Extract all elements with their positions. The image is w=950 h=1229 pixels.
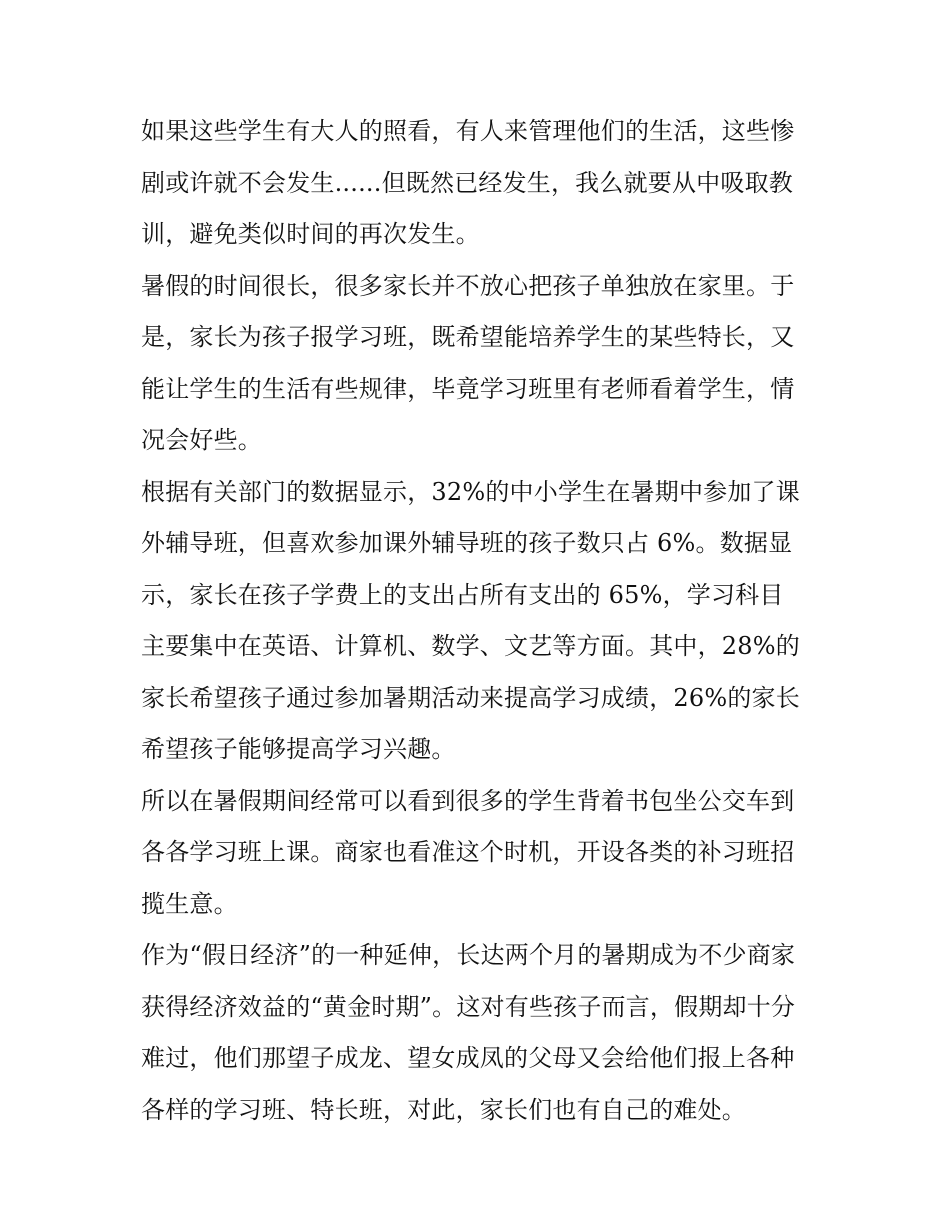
document-body	[141, 106, 821, 1136]
text-line: 所以在暑假期间经常可以看到很多的学生背着书包坐公交车到	[141, 786, 795, 815]
paragraph-2	[141, 261, 821, 467]
text-line: 各各学习班上课。商家也看准这个时机，开设各类的补习班招	[141, 838, 795, 866]
paragraph-4	[141, 776, 821, 931]
text-line: 示，家长在孩子学费上的支出占所有支出的 65%，学习科目	[141, 580, 784, 609]
text-line: 是，家长为孩子报学习班，既希望能培养学生的某些特长，又	[141, 323, 795, 351]
text-line: 暑假的时间很长，很多家长并不放心把孩子单独放在家里。于	[141, 271, 795, 300]
text-line: 根据有关部门的数据显示，32%的中小学生在暑期中参加了课	[141, 477, 800, 506]
text-line: 能让学生的生活有些规律，毕竟学习班里有老师看着学生，情	[141, 374, 795, 403]
text-line: 如果这些学生有大人的照看，有人来管理他们的生活，这些惨	[141, 117, 795, 145]
text-line: 家长希望孩子通过参加暑期活动来提高学习成绩，26%的家长	[141, 683, 800, 712]
paragraph-5	[141, 930, 821, 1136]
text-line: 剧或许就不会发生......但既然已经发生，我么就要从中吸取教	[141, 168, 793, 197]
text-line: 希望孩子能够提高学习兴趣。	[141, 735, 456, 763]
text-line: 难过，他们那望子成龙、望女成凤的父母又会给他们报上各种	[141, 1044, 795, 1072]
text-line: 外辅导班，但喜欢参加课外辅导班的孩子数只占 6%。数据显	[141, 529, 793, 557]
text-line: 训，避免类似时间的再次发生。	[141, 220, 480, 248]
text-line: 揽生意。	[141, 889, 238, 918]
text-line: 各样的学习班、特长班，对此，家长们也有自己的难处。	[141, 1095, 746, 1124]
text-line: 况会好些。	[141, 426, 262, 454]
paragraph-1	[141, 106, 821, 261]
text-line: 作为“假日经济”的一种延伸，长达两个月的暑期成为不少商家	[141, 941, 796, 969]
text-line: 主要集中在英语、计算机、数学、文艺等方面。其中，28%的	[141, 632, 800, 660]
text-line: 获得经济效益的“黄金时期”。这对有些孩子而言，假期却十分	[141, 992, 796, 1021]
paragraph-3	[141, 467, 821, 776]
